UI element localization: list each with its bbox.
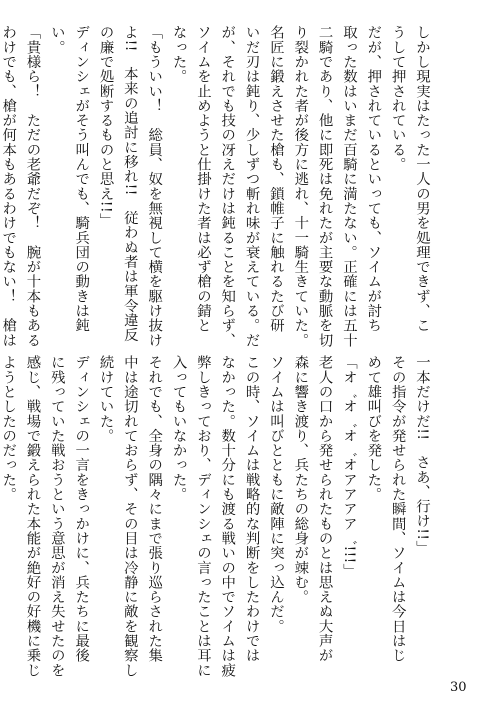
text-line: いだ刃は鈍り、少しずつ斬れ味が衰えている。だ	[243, 25, 260, 348]
text-line: だが、押されているといっても、ソイムが討ち	[365, 25, 382, 333]
text-line: 中は途切れておらず、その目は冷静に敵を観察し	[121, 355, 138, 678]
text-line: い。	[48, 25, 65, 55]
text-line: ディンシェがそう叫んでも、騎兵団の動きは鈍	[73, 25, 90, 333]
text-line: それでも、全身の隅々にまで張り巡らされた集	[146, 355, 163, 663]
text-line: 取った数はいまだ百騎に満たない。正確には五十	[340, 25, 357, 348]
text-line: この時、ソイムは戦略的な判断をしたわけでは	[243, 355, 260, 663]
text-line: 一本だけだ!! さあ、行け!!」	[414, 355, 430, 555]
text-line: が、それでも技の冴えだけは鈍ることを知らず、	[219, 25, 236, 348]
text-line: めて雄叫びを発した。	[365, 355, 382, 502]
lower-text-block	[0, 355, 434, 678]
text-line: 入ってもいなかった。	[170, 355, 187, 502]
text-line: 「貴様ら！ ただの老爺だぞ！ 腕が十本もある	[24, 25, 41, 348]
text-line: その指令が発せられた瞬間、ソイムは今日はじ	[389, 355, 406, 663]
text-line: よ!! 本来の追討に移れ!! 従わぬ者は軍令違反	[121, 25, 138, 343]
text-line: 続けていた。	[97, 355, 114, 443]
text-line: 感じ、戦場で鍛えられた本能が絶好の好機に乗じ	[24, 355, 41, 678]
text-line: 森に響き渡り、兵たちの総身が竦む。	[292, 355, 309, 605]
text-line: ソイムは叫びとともに敵陣に突っ込んだ。	[267, 355, 284, 634]
page-number: 30	[450, 680, 467, 695]
text-line: なかった。数十分にも渡る戦いの中でソイムは疲	[219, 355, 236, 678]
text-line: 名匠に鍛えさせた槍も、鎖帷子に触れるたび研	[267, 25, 284, 333]
text-line: しかし現実はたった一人の男を処理できず、こ	[414, 25, 430, 333]
text-line: ディンシェの一言をきっかけに、兵たちに最後	[73, 355, 90, 663]
text-line: なった。	[170, 25, 187, 84]
text-line: 「もういい！ 総員、奴を無視して横を駆け抜け	[146, 25, 163, 348]
text-line: うして押されている。	[389, 25, 406, 172]
text-line: り裂かれた者が後方に逃れ、十一騎生きていた。	[292, 25, 309, 348]
text-line: わけでも、槍が何本もあるわけでもない！ 槍は	[0, 25, 17, 348]
upper-text-block	[0, 25, 434, 348]
text-line: ようとしたのだった。	[0, 355, 17, 502]
text-line: 弊しきっており、ディンシェの言ったことは耳に	[194, 355, 211, 678]
text-line: ソイムを止めようと仕掛けた者は必ず槍の錆と	[194, 25, 211, 333]
text-line: 二騎であり、他に即死は免れたが主要な動脈を切	[316, 25, 333, 348]
text-line: 「オ゛オ゛オ゛オアアアア゛!!!」	[340, 355, 357, 579]
text-line: に残っていた戦おうという意思が消え失せたのを	[48, 355, 65, 678]
text-line: 老人の口から発せられたものとは思えぬ大声が	[316, 355, 333, 663]
text-line: の廉で処断するものと思え!!」	[97, 25, 114, 228]
